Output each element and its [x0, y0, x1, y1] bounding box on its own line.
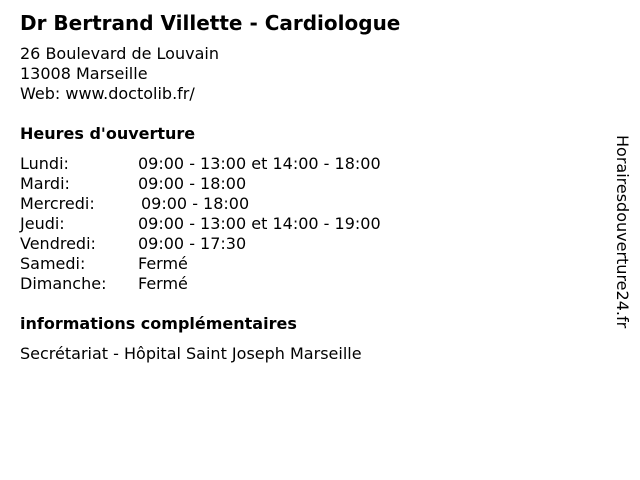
- day-label: Vendredi:: [20, 234, 96, 253]
- day-label: Dimanche:: [20, 274, 107, 293]
- time-value: 09:00 - 13:00 et 14:00 - 19:00: [138, 214, 381, 233]
- time-value: Fermé: [138, 274, 188, 293]
- time-value: 09:00 - 13:00 et 14:00 - 18:00: [138, 154, 381, 173]
- address-web: Web: www.doctolib.fr/: [20, 84, 195, 103]
- opening-hours-heading: Heures d'ouverture: [20, 124, 196, 143]
- time-value: 09:00 - 17:30: [138, 234, 247, 253]
- day-label: Lundi:: [20, 154, 69, 173]
- address-city: 13008 Marseille: [20, 64, 148, 83]
- day-label: Jeudi:: [20, 214, 65, 233]
- day-label: Mercredi:: [20, 194, 95, 213]
- additional-info-text: Secrétariat - Hôpital Saint Joseph Marseille: [20, 344, 362, 363]
- site-watermark: Horairesdouverture24.fr: [613, 135, 632, 329]
- additional-info-heading: informations complémentaires: [20, 314, 297, 333]
- address-block: [20, 44, 219, 104]
- day-label: Mardi:: [20, 174, 70, 193]
- time-value: 09:00 - 18:00: [141, 194, 250, 213]
- time-value: 09:00 - 18:00: [138, 174, 247, 193]
- page-title: Dr Bertrand Villette - Cardiologue: [20, 11, 401, 35]
- address-street: 26 Boulevard de Louvain: [20, 44, 219, 63]
- time-value: Fermé: [138, 254, 188, 273]
- day-label: Samedi:: [20, 254, 86, 273]
